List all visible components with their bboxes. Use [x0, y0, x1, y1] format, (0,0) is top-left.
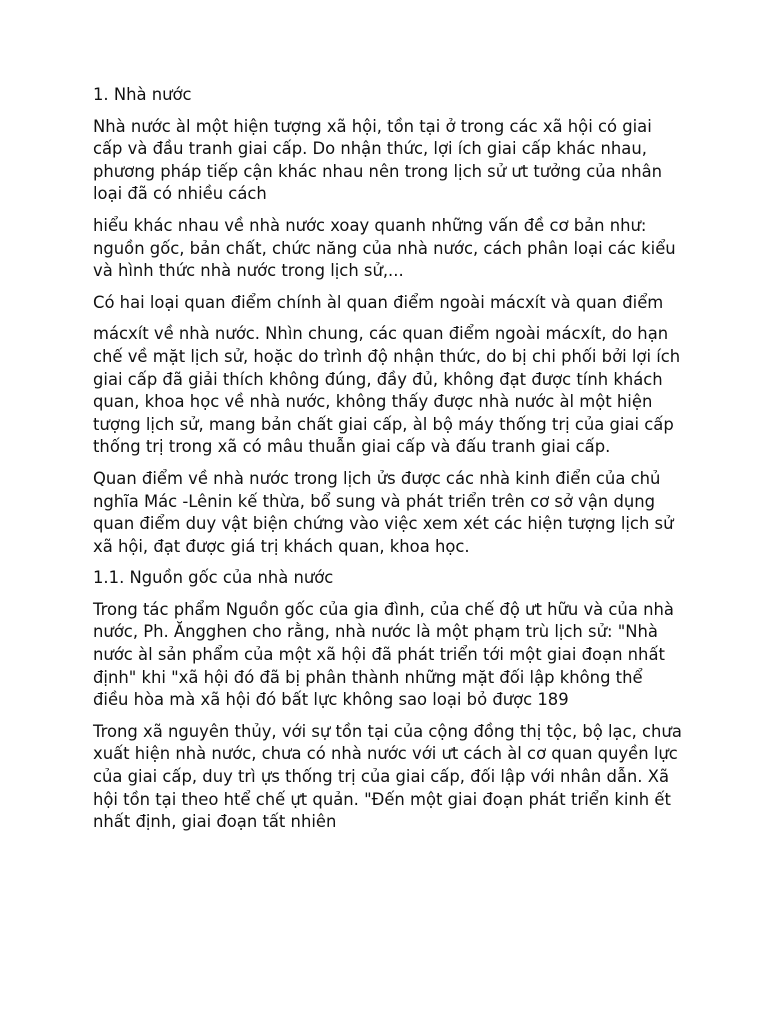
paragraph: Trong xã nguyên thủy, với sự tồn tại của cộng đồng thị tộc, bộ lạc, chưa xuất hiện nhà nước, chưa có nhà nước với ưt cách àl cơ quan quyền lực của giai cấp, duy trì ựs thống trị của giai cấp, đối lập với nhân dẫn. Xã hội tồn tại theo htể chế ựt quản. "Đến một giai đoạn phát triển kinh ết nhất định, giai đoạn tất nhiên: [93, 721, 682, 832]
paragraph: Nhà nước àl một hiện tượng xã hội, tồn tại ở trong các xã hội có giai cấp và đầu tranh giai cấp. Do nhận thức, lợi ích giai cấp khác nhau, phương pháp tiếp cận khác nhau nên trong lịch sử ưt tưởng của nhân loại đã có nhiều cách: [93, 116, 663, 204]
subsection-heading: 1.1. Nguồn gốc của nhà nước: [93, 568, 334, 588]
section-heading: 1. Nhà nước: [93, 85, 192, 104]
document-body: [93, 84, 683, 843]
paragraph: Quan điểm về nhà nước trong lịch ửs được các nhà kinh điển của chủ nghĩa Mác -Lênin kế thừa, bổ sung và phát triển trên cơ sở vận dụng quan điểm duy vật biện chứng vào việc xem xét các hiện tượng lịch sử xã hội, đạt được giá trị khách quan, khoa học.: [93, 468, 674, 556]
paragraph: mácxít về nhà nước. Nhìn chung, các quan điểm ngoài mácxít, do hạn chế về mặt lịch sử, hoặc do trình độ nhận thức, do bị chi phối bởi lợi ích giai cấp đã giải thích không đúng, đầy đủ, không đạt được tính khách quan, khoa học về nhà nước, không thấy được nhà nước àl một hiện tượng lịch sử, mang bản chất giai cấp, àl bộ máy thống trị của giai cấp thống trị trong xã có mâu thuẫn giai cấp và đấu tranh giai cấp.: [93, 324, 681, 457]
paragraph: hiểu khác nhau về nhà nước xoay quanh những vấn đề cơ bản như: nguồn gốc, bản chất, chức năng của nhà nước, cách phân loại các kiểu và hình thức nhà nước trong lịch sử,...: [93, 215, 676, 281]
paragraph: Trong tác phẩm Nguồn gốc của gia đình, của chế độ ưt hữu và của nhà nước, Ph. Ăngghen cho rằng, nhà nước là một phạm trù lịch sử: "Nhà nước àl sản phẩm của một xã hội đã phát triển tới một giai đoạn nhất định" khi "xã hội đó đã bị phân thành những mặt đối lập không thể điều hòa mà xã hội đó bất lực không sao loại bỏ được 189: [93, 599, 674, 710]
paragraph: Có hai loại quan điểm chính àl quan điểm ngoài mácxít và quan điểm: [93, 292, 664, 312]
